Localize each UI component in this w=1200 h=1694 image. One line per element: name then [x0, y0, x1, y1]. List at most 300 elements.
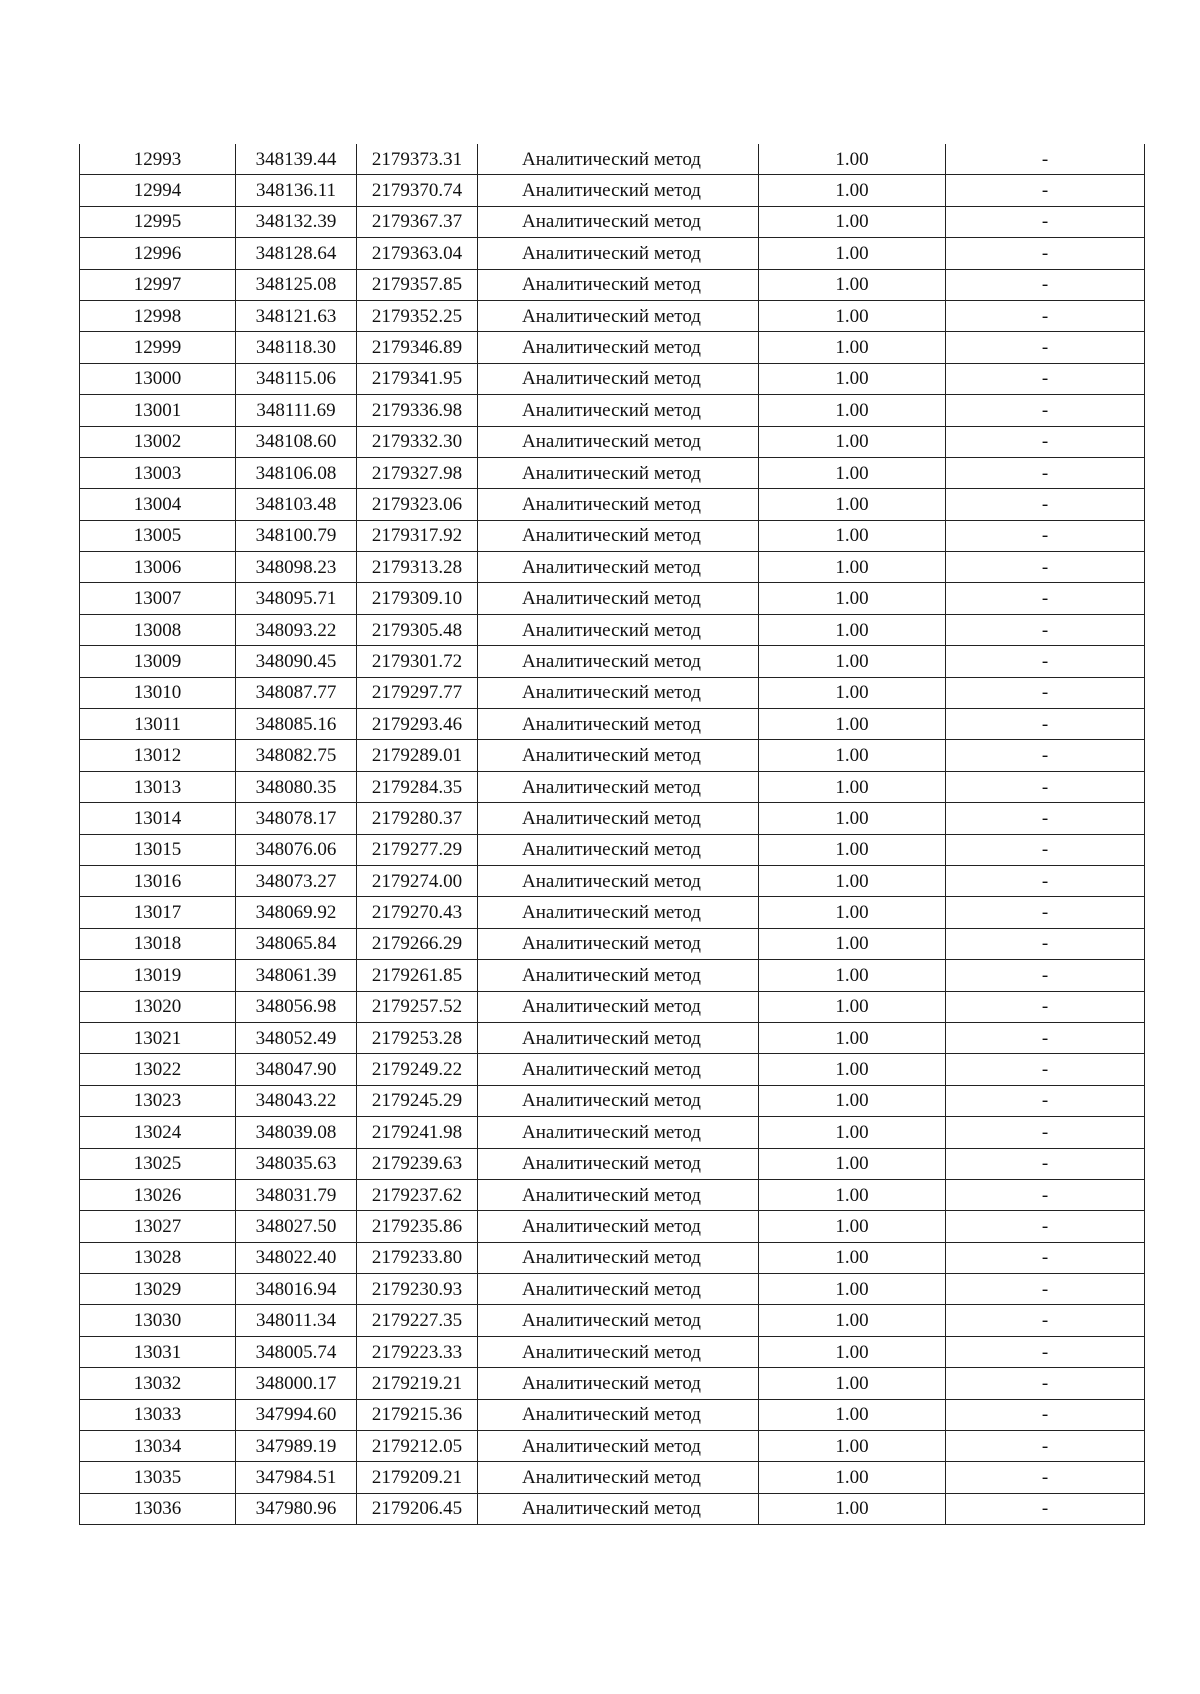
- accuracy-cell: 1.00: [759, 1022, 946, 1053]
- table-row: [80, 552, 1145, 583]
- accuracy-cell: 1.00: [759, 1117, 946, 1148]
- accuracy-cell: 1.00: [759, 991, 946, 1022]
- accuracy-cell: 1.00: [759, 1054, 946, 1085]
- method-cell: Аналитический метод: [478, 677, 759, 708]
- y-coordinate-cell: 2179206.45: [357, 1493, 478, 1524]
- method-cell: Аналитический метод: [478, 1274, 759, 1305]
- accuracy-cell: 1.00: [759, 300, 946, 331]
- point-number-cell: 13012: [80, 740, 236, 771]
- x-coordinate-cell: 347980.96: [236, 1493, 357, 1524]
- x-coordinate-cell: 348121.63: [236, 300, 357, 331]
- note-cell: -: [946, 206, 1145, 237]
- table-row: [80, 489, 1145, 520]
- x-coordinate-cell: 348082.75: [236, 740, 357, 771]
- table-row: [80, 269, 1145, 300]
- point-number-cell: 13007: [80, 583, 236, 614]
- y-coordinate-cell: 2179284.35: [357, 771, 478, 802]
- method-cell: Аналитический метод: [478, 1117, 759, 1148]
- note-cell: -: [946, 175, 1145, 206]
- method-cell: Аналитический метод: [478, 395, 759, 426]
- y-coordinate-cell: 2179336.98: [357, 395, 478, 426]
- y-coordinate-cell: 2179367.37: [357, 206, 478, 237]
- point-number-cell: 13006: [80, 552, 236, 583]
- y-coordinate-cell: 2179370.74: [357, 175, 478, 206]
- table-row: [80, 426, 1145, 457]
- table-row: [80, 991, 1145, 1022]
- accuracy-cell: 1.00: [759, 771, 946, 802]
- note-cell: -: [946, 614, 1145, 645]
- method-cell: Аналитический метод: [478, 1493, 759, 1524]
- point-number-cell: 13018: [80, 928, 236, 959]
- method-cell: Аналитический метод: [478, 489, 759, 520]
- accuracy-cell: 1.00: [759, 175, 946, 206]
- note-cell: -: [946, 1148, 1145, 1179]
- note-cell: -: [946, 991, 1145, 1022]
- point-number-cell: 13022: [80, 1054, 236, 1085]
- point-number-cell: 13017: [80, 897, 236, 928]
- accuracy-cell: 1.00: [759, 583, 946, 614]
- y-coordinate-cell: 2179227.35: [357, 1305, 478, 1336]
- note-cell: -: [946, 803, 1145, 834]
- x-coordinate-cell: 348087.77: [236, 677, 357, 708]
- method-cell: Аналитический метод: [478, 834, 759, 865]
- note-cell: -: [946, 300, 1145, 331]
- note-cell: -: [946, 1117, 1145, 1148]
- method-cell: Аналитический метод: [478, 928, 759, 959]
- method-cell: Аналитический метод: [478, 865, 759, 896]
- x-coordinate-cell: 348000.17: [236, 1368, 357, 1399]
- point-number-cell: 13035: [80, 1462, 236, 1493]
- accuracy-cell: 1.00: [759, 960, 946, 991]
- method-cell: Аналитический метод: [478, 426, 759, 457]
- table-row: [80, 1148, 1145, 1179]
- table-row: [80, 1431, 1145, 1462]
- point-number-cell: 13009: [80, 646, 236, 677]
- y-coordinate-cell: 2179241.98: [357, 1117, 478, 1148]
- method-cell: Аналитический метод: [478, 803, 759, 834]
- point-number-cell: 13028: [80, 1242, 236, 1273]
- method-cell: Аналитический метод: [478, 897, 759, 928]
- x-coordinate-cell: 348093.22: [236, 614, 357, 645]
- x-coordinate-cell: 348052.49: [236, 1022, 357, 1053]
- table-row: [80, 238, 1145, 269]
- method-cell: Аналитический метод: [478, 1305, 759, 1336]
- table-row: [80, 1117, 1145, 1148]
- x-coordinate-cell: 348073.27: [236, 865, 357, 896]
- point-number-cell: 13023: [80, 1085, 236, 1116]
- method-cell: Аналитический метод: [478, 144, 759, 175]
- table-row: [80, 1462, 1145, 1493]
- method-cell: Аналитический метод: [478, 646, 759, 677]
- point-number-cell: 13008: [80, 614, 236, 645]
- table-row: [80, 1242, 1145, 1273]
- x-coordinate-cell: 348061.39: [236, 960, 357, 991]
- table-row: [80, 1493, 1145, 1524]
- method-cell: Аналитический метод: [478, 552, 759, 583]
- note-cell: -: [946, 960, 1145, 991]
- y-coordinate-cell: 2179305.48: [357, 614, 478, 645]
- y-coordinate-cell: 2179346.89: [357, 332, 478, 363]
- note-cell: -: [946, 1431, 1145, 1462]
- table-row: [80, 1085, 1145, 1116]
- point-number-cell: 13000: [80, 363, 236, 394]
- note-cell: -: [946, 520, 1145, 551]
- x-coordinate-cell: 348011.34: [236, 1305, 357, 1336]
- point-number-cell: 13027: [80, 1211, 236, 1242]
- y-coordinate-cell: 2179327.98: [357, 457, 478, 488]
- note-cell: -: [946, 144, 1145, 175]
- table-row: [80, 300, 1145, 331]
- table-row: [80, 1368, 1145, 1399]
- note-cell: -: [946, 1399, 1145, 1430]
- accuracy-cell: 1.00: [759, 489, 946, 520]
- table-row: [80, 206, 1145, 237]
- table-row: [80, 1054, 1145, 1085]
- point-number-cell: 12998: [80, 300, 236, 331]
- x-coordinate-cell: 348125.08: [236, 269, 357, 300]
- x-coordinate-cell: 348108.60: [236, 426, 357, 457]
- y-coordinate-cell: 2179274.00: [357, 865, 478, 896]
- y-coordinate-cell: 2179323.06: [357, 489, 478, 520]
- accuracy-cell: 1.00: [759, 238, 946, 269]
- point-number-cell: 12995: [80, 206, 236, 237]
- table-row: [80, 520, 1145, 551]
- method-cell: Аналитический метод: [478, 238, 759, 269]
- point-number-cell: 13005: [80, 520, 236, 551]
- table-row: [80, 1336, 1145, 1367]
- method-cell: Аналитический метод: [478, 269, 759, 300]
- table-row: [80, 928, 1145, 959]
- note-cell: -: [946, 1336, 1145, 1367]
- x-coordinate-cell: 348098.23: [236, 552, 357, 583]
- accuracy-cell: 1.00: [759, 457, 946, 488]
- accuracy-cell: 1.00: [759, 709, 946, 740]
- method-cell: Аналитический метод: [478, 740, 759, 771]
- note-cell: -: [946, 1462, 1145, 1493]
- y-coordinate-cell: 2179277.29: [357, 834, 478, 865]
- coordinates-table: [79, 144, 1145, 1525]
- point-number-cell: 13014: [80, 803, 236, 834]
- note-cell: -: [946, 1274, 1145, 1305]
- accuracy-cell: 1.00: [759, 928, 946, 959]
- table-row: [80, 614, 1145, 645]
- x-coordinate-cell: 348065.84: [236, 928, 357, 959]
- table-row: [80, 1022, 1145, 1053]
- x-coordinate-cell: 348047.90: [236, 1054, 357, 1085]
- method-cell: Аналитический метод: [478, 1399, 759, 1430]
- x-coordinate-cell: 348080.35: [236, 771, 357, 802]
- method-cell: Аналитический метод: [478, 1431, 759, 1462]
- x-coordinate-cell: 348128.64: [236, 238, 357, 269]
- y-coordinate-cell: 2179215.36: [357, 1399, 478, 1430]
- note-cell: -: [946, 269, 1145, 300]
- point-number-cell: 13036: [80, 1493, 236, 1524]
- point-number-cell: 13015: [80, 834, 236, 865]
- method-cell: Аналитический метод: [478, 206, 759, 237]
- point-number-cell: 13003: [80, 457, 236, 488]
- method-cell: Аналитический метод: [478, 1085, 759, 1116]
- table-row: [80, 865, 1145, 896]
- accuracy-cell: 1.00: [759, 897, 946, 928]
- point-number-cell: 12999: [80, 332, 236, 363]
- method-cell: Аналитический метод: [478, 520, 759, 551]
- method-cell: Аналитический метод: [478, 614, 759, 645]
- y-coordinate-cell: 2179289.01: [357, 740, 478, 771]
- note-cell: -: [946, 771, 1145, 802]
- note-cell: -: [946, 1054, 1145, 1085]
- accuracy-cell: 1.00: [759, 1211, 946, 1242]
- x-coordinate-cell: 348056.98: [236, 991, 357, 1022]
- point-number-cell: 13034: [80, 1431, 236, 1462]
- accuracy-cell: 1.00: [759, 865, 946, 896]
- note-cell: -: [946, 865, 1145, 896]
- method-cell: Аналитический метод: [478, 583, 759, 614]
- x-coordinate-cell: 348005.74: [236, 1336, 357, 1367]
- accuracy-cell: 1.00: [759, 1431, 946, 1462]
- x-coordinate-cell: 348076.06: [236, 834, 357, 865]
- note-cell: -: [946, 1305, 1145, 1336]
- point-number-cell: 13024: [80, 1117, 236, 1148]
- x-coordinate-cell: 348136.11: [236, 175, 357, 206]
- point-number-cell: 13032: [80, 1368, 236, 1399]
- accuracy-cell: 1.00: [759, 646, 946, 677]
- note-cell: -: [946, 740, 1145, 771]
- point-number-cell: 13019: [80, 960, 236, 991]
- y-coordinate-cell: 2179249.22: [357, 1054, 478, 1085]
- method-cell: Аналитический метод: [478, 960, 759, 991]
- accuracy-cell: 1.00: [759, 269, 946, 300]
- table-row: [80, 646, 1145, 677]
- x-coordinate-cell: 348090.45: [236, 646, 357, 677]
- y-coordinate-cell: 2179341.95: [357, 363, 478, 394]
- y-coordinate-cell: 2179230.93: [357, 1274, 478, 1305]
- x-coordinate-cell: 347989.19: [236, 1431, 357, 1462]
- y-coordinate-cell: 2179317.92: [357, 520, 478, 551]
- note-cell: -: [946, 646, 1145, 677]
- x-coordinate-cell: 348022.40: [236, 1242, 357, 1273]
- x-coordinate-cell: 348115.06: [236, 363, 357, 394]
- method-cell: Аналитический метод: [478, 332, 759, 363]
- x-coordinate-cell: 348078.17: [236, 803, 357, 834]
- y-coordinate-cell: 2179257.52: [357, 991, 478, 1022]
- method-cell: Аналитический метод: [478, 771, 759, 802]
- point-number-cell: 13031: [80, 1336, 236, 1367]
- point-number-cell: 13021: [80, 1022, 236, 1053]
- table-row: [80, 803, 1145, 834]
- y-coordinate-cell: 2179223.33: [357, 1336, 478, 1367]
- method-cell: Аналитический метод: [478, 1336, 759, 1367]
- table-row: [80, 1274, 1145, 1305]
- y-coordinate-cell: 2179239.63: [357, 1148, 478, 1179]
- method-cell: Аналитический метод: [478, 1179, 759, 1210]
- method-cell: Аналитический метод: [478, 300, 759, 331]
- y-coordinate-cell: 2179209.21: [357, 1462, 478, 1493]
- table-row: [80, 332, 1145, 363]
- point-number-cell: 13001: [80, 395, 236, 426]
- accuracy-cell: 1.00: [759, 1336, 946, 1367]
- y-coordinate-cell: 2179357.85: [357, 269, 478, 300]
- note-cell: -: [946, 1085, 1145, 1116]
- note-cell: -: [946, 1493, 1145, 1524]
- y-coordinate-cell: 2179363.04: [357, 238, 478, 269]
- x-coordinate-cell: 348043.22: [236, 1085, 357, 1116]
- accuracy-cell: 1.00: [759, 144, 946, 175]
- y-coordinate-cell: 2179270.43: [357, 897, 478, 928]
- y-coordinate-cell: 2179352.25: [357, 300, 478, 331]
- table-row: [80, 709, 1145, 740]
- method-cell: Аналитический метод: [478, 709, 759, 740]
- method-cell: Аналитический метод: [478, 1242, 759, 1273]
- note-cell: -: [946, 332, 1145, 363]
- y-coordinate-cell: 2179245.29: [357, 1085, 478, 1116]
- note-cell: -: [946, 426, 1145, 457]
- y-coordinate-cell: 2179261.85: [357, 960, 478, 991]
- accuracy-cell: 1.00: [759, 677, 946, 708]
- method-cell: Аналитический метод: [478, 1022, 759, 1053]
- y-coordinate-cell: 2179313.28: [357, 552, 478, 583]
- y-coordinate-cell: 2179332.30: [357, 426, 478, 457]
- y-coordinate-cell: 2179297.77: [357, 677, 478, 708]
- note-cell: -: [946, 1211, 1145, 1242]
- point-number-cell: 13029: [80, 1274, 236, 1305]
- x-coordinate-cell: 348027.50: [236, 1211, 357, 1242]
- accuracy-cell: 1.00: [759, 552, 946, 583]
- note-cell: -: [946, 395, 1145, 426]
- accuracy-cell: 1.00: [759, 803, 946, 834]
- method-cell: Аналитический метод: [478, 1148, 759, 1179]
- point-number-cell: 13011: [80, 709, 236, 740]
- table-row: [80, 583, 1145, 614]
- table-row: [80, 457, 1145, 488]
- x-coordinate-cell: 348100.79: [236, 520, 357, 551]
- point-number-cell: 13025: [80, 1148, 236, 1179]
- method-cell: Аналитический метод: [478, 457, 759, 488]
- accuracy-cell: 1.00: [759, 740, 946, 771]
- note-cell: -: [946, 363, 1145, 394]
- method-cell: Аналитический метод: [478, 991, 759, 1022]
- method-cell: Аналитический метод: [478, 363, 759, 394]
- accuracy-cell: 1.00: [759, 1305, 946, 1336]
- y-coordinate-cell: 2179212.05: [357, 1431, 478, 1462]
- note-cell: -: [946, 1242, 1145, 1273]
- note-cell: -: [946, 489, 1145, 520]
- accuracy-cell: 1.00: [759, 332, 946, 363]
- y-coordinate-cell: 2179219.21: [357, 1368, 478, 1399]
- table-row: [80, 677, 1145, 708]
- note-cell: -: [946, 928, 1145, 959]
- table-row: [80, 175, 1145, 206]
- table-row: [80, 740, 1145, 771]
- x-coordinate-cell: 348118.30: [236, 332, 357, 363]
- accuracy-cell: 1.00: [759, 1368, 946, 1399]
- note-cell: -: [946, 1179, 1145, 1210]
- point-number-cell: 13002: [80, 426, 236, 457]
- x-coordinate-cell: 347994.60: [236, 1399, 357, 1430]
- method-cell: Аналитический метод: [478, 1462, 759, 1493]
- table-row: [80, 1211, 1145, 1242]
- y-coordinate-cell: 2179301.72: [357, 646, 478, 677]
- table-row: [80, 771, 1145, 802]
- x-coordinate-cell: 348103.48: [236, 489, 357, 520]
- point-number-cell: 12996: [80, 238, 236, 269]
- point-number-cell: 13020: [80, 991, 236, 1022]
- y-coordinate-cell: 2179293.46: [357, 709, 478, 740]
- x-coordinate-cell: 348095.71: [236, 583, 357, 614]
- y-coordinate-cell: 2179253.28: [357, 1022, 478, 1053]
- note-cell: -: [946, 583, 1145, 614]
- note-cell: -: [946, 457, 1145, 488]
- point-number-cell: 12993: [80, 144, 236, 175]
- method-cell: Аналитический метод: [478, 1368, 759, 1399]
- table-row: [80, 960, 1145, 991]
- x-coordinate-cell: 348035.63: [236, 1148, 357, 1179]
- y-coordinate-cell: 2179237.62: [357, 1179, 478, 1210]
- note-cell: -: [946, 709, 1145, 740]
- point-number-cell: 13030: [80, 1305, 236, 1336]
- point-number-cell: 13010: [80, 677, 236, 708]
- note-cell: -: [946, 1022, 1145, 1053]
- x-coordinate-cell: 348069.92: [236, 897, 357, 928]
- y-coordinate-cell: 2179235.86: [357, 1211, 478, 1242]
- note-cell: -: [946, 552, 1145, 583]
- table-row: [80, 1305, 1145, 1336]
- accuracy-cell: 1.00: [759, 1085, 946, 1116]
- point-number-cell: 13033: [80, 1399, 236, 1430]
- point-number-cell: 13016: [80, 865, 236, 896]
- accuracy-cell: 1.00: [759, 1179, 946, 1210]
- x-coordinate-cell: 348111.69: [236, 395, 357, 426]
- table-row: [80, 1399, 1145, 1430]
- accuracy-cell: 1.00: [759, 1274, 946, 1305]
- y-coordinate-cell: 2179266.29: [357, 928, 478, 959]
- point-number-cell: 12997: [80, 269, 236, 300]
- accuracy-cell: 1.00: [759, 1399, 946, 1430]
- point-number-cell: 12994: [80, 175, 236, 206]
- y-coordinate-cell: 2179309.10: [357, 583, 478, 614]
- x-coordinate-cell: 347984.51: [236, 1462, 357, 1493]
- accuracy-cell: 1.00: [759, 206, 946, 237]
- accuracy-cell: 1.00: [759, 1462, 946, 1493]
- x-coordinate-cell: 348039.08: [236, 1117, 357, 1148]
- y-coordinate-cell: 2179373.31: [357, 144, 478, 175]
- method-cell: Аналитический метод: [478, 1211, 759, 1242]
- x-coordinate-cell: 348132.39: [236, 206, 357, 237]
- method-cell: Аналитический метод: [478, 175, 759, 206]
- accuracy-cell: 1.00: [759, 834, 946, 865]
- table-row: [80, 363, 1145, 394]
- accuracy-cell: 1.00: [759, 1148, 946, 1179]
- y-coordinate-cell: 2179233.80: [357, 1242, 478, 1273]
- accuracy-cell: 1.00: [759, 363, 946, 394]
- x-coordinate-cell: 348031.79: [236, 1179, 357, 1210]
- accuracy-cell: 1.00: [759, 614, 946, 645]
- note-cell: -: [946, 677, 1145, 708]
- x-coordinate-cell: 348106.08: [236, 457, 357, 488]
- accuracy-cell: 1.00: [759, 1242, 946, 1273]
- y-coordinate-cell: 2179280.37: [357, 803, 478, 834]
- table-row: [80, 395, 1145, 426]
- accuracy-cell: 1.00: [759, 520, 946, 551]
- table-row: [80, 144, 1145, 175]
- accuracy-cell: 1.00: [759, 1493, 946, 1524]
- x-coordinate-cell: 348139.44: [236, 144, 357, 175]
- x-coordinate-cell: 348085.16: [236, 709, 357, 740]
- accuracy-cell: 1.00: [759, 426, 946, 457]
- point-number-cell: 13013: [80, 771, 236, 802]
- point-number-cell: 13004: [80, 489, 236, 520]
- note-cell: -: [946, 834, 1145, 865]
- note-cell: -: [946, 897, 1145, 928]
